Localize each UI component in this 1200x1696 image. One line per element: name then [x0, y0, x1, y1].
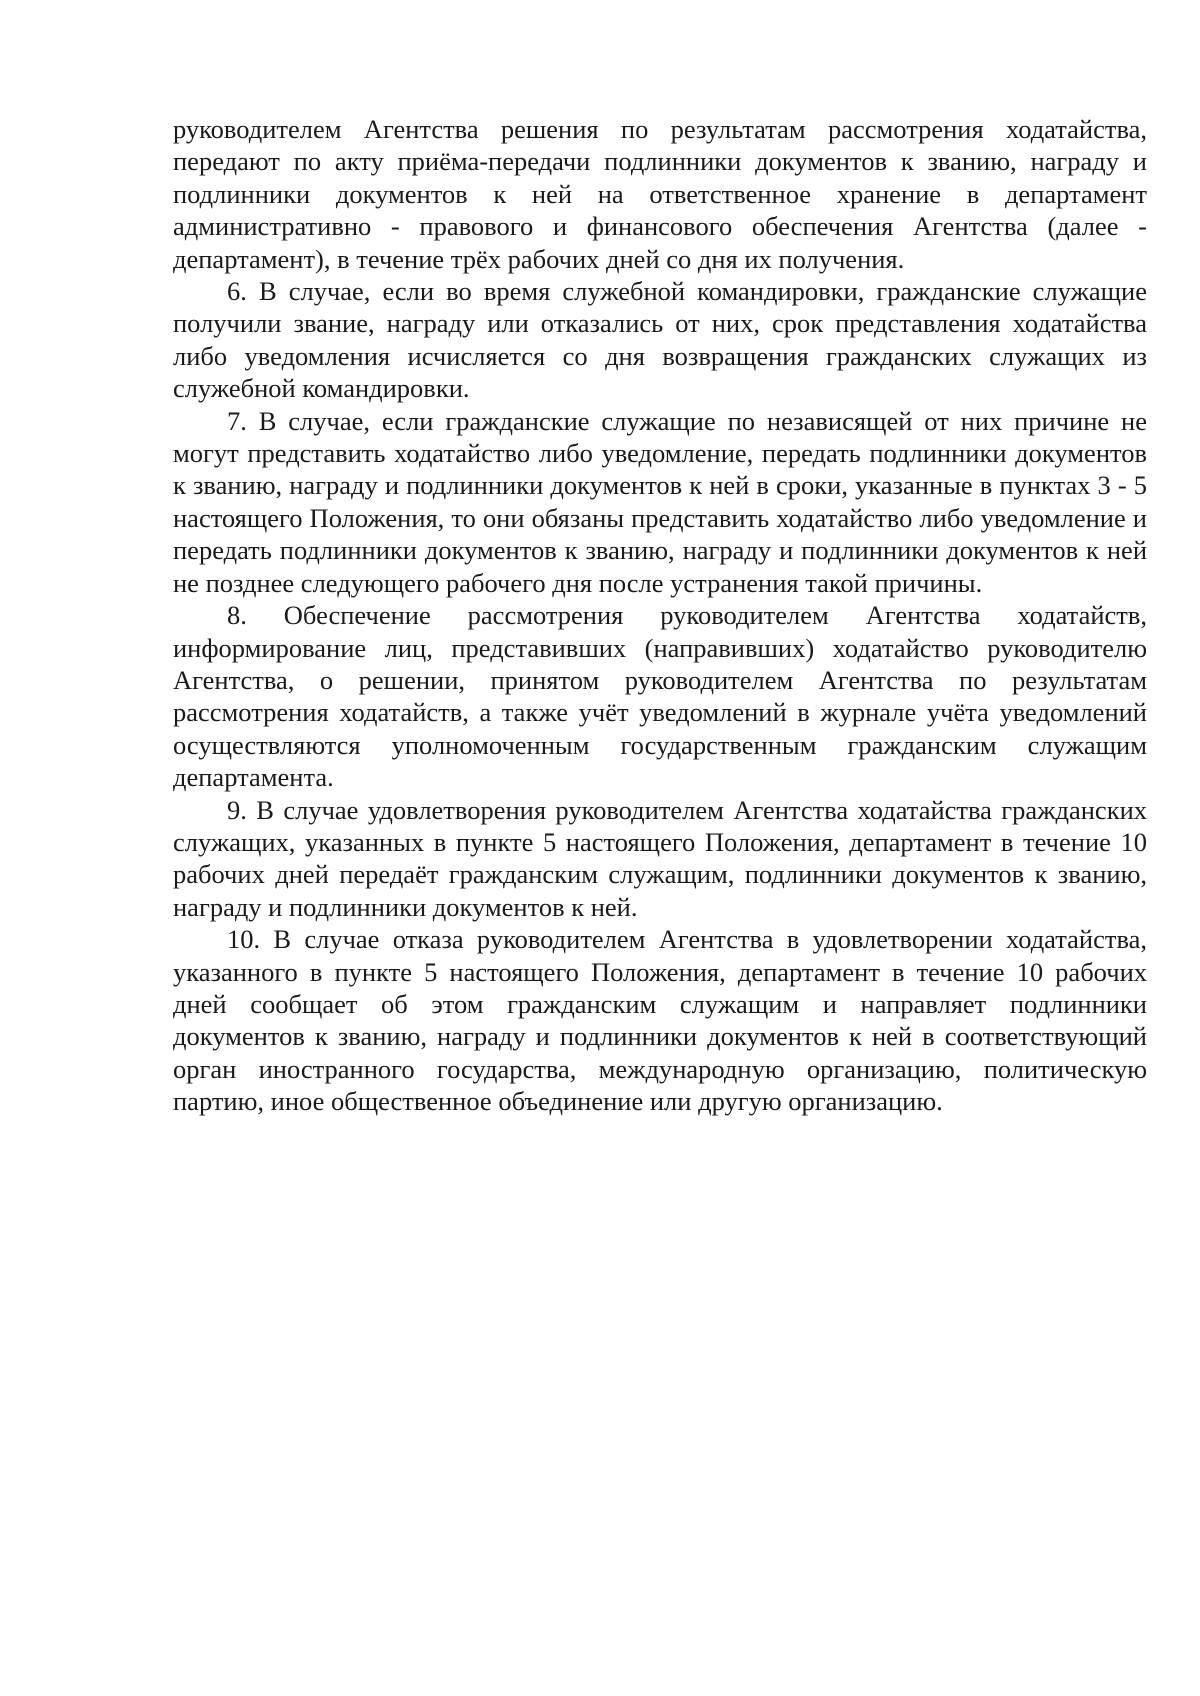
paragraph-continuation: руководителем Агентства решения по результатам рассмотрения ходатайства, передают по акту приёма-передачи подлинники документов к званию, награду и подлинники документов к ней на ответственное хранение в департамент административно - правового и финансового обеспечения Агентства (далее - департамент), в течение трёх рабочих дней со дня их получения.: [173, 114, 1147, 274]
paragraph-item-7: 7. В случае, если гражданские служащие по независящей от них причине не могут представить ходатайство либо уведомление, передать подлинники документов к званию, награду и подлинники документов к ней в сроки, указанные в пунктах 3 - 5 настоящего Положения, то они обязаны представить ходатайство либо уведомление и передать подлинники документов к званию, награду и подлинники документов к ней не позднее следующего рабочего дня после устранения такой причины.: [173, 405, 1147, 598]
paragraph-item-6: 6. В случае, если во время служебной командировки, гражданские служащие получили звание, награду или отказались от них, срок представления ходатайства либо уведомления исчисляется со дня возвращения гражданских служащих из служебной командировки.: [173, 276, 1147, 404]
paragraph-item-9: 9. В случае удовлетворения руководителем Агентства ходатайства гражданских служащих, указанных в пункте 5 настоящего Положения, департамент в течение 10 рабочих дней передаёт гражданским служащим, подлинники документов к званию, награду и подлинники документов к ней.: [173, 794, 1147, 922]
paragraph-item-8: 8. Обеспечение рассмотрения руководителем Агентства ходатайств, информирование лиц, представивших (направивших) ходатайство руководителю Агентства, о решении, принятом руководителем Агентства по результатам рассмотрения ходатайств, а также учёт уведомлений в журнале учёта уведомлений осуществляются уполномоченным государственным гражданским служащим департамента.: [173, 600, 1147, 793]
document-body: [173, 113, 1147, 1118]
paragraph-item-10: 10. В случае отказа руководителем Агентства в удовлетворении ходатайства, указанного в пункте 5 настоящего Положения, департамент в течение 10 рабочих дней сообщает об этом гражданским служащим и направляет подлинники документов к званию, награду и подлинники документов к ней в соответствующий орган иностранного государства, международную организацию, политическую партию, иное общественное объединение или другую организацию.: [173, 924, 1147, 1117]
